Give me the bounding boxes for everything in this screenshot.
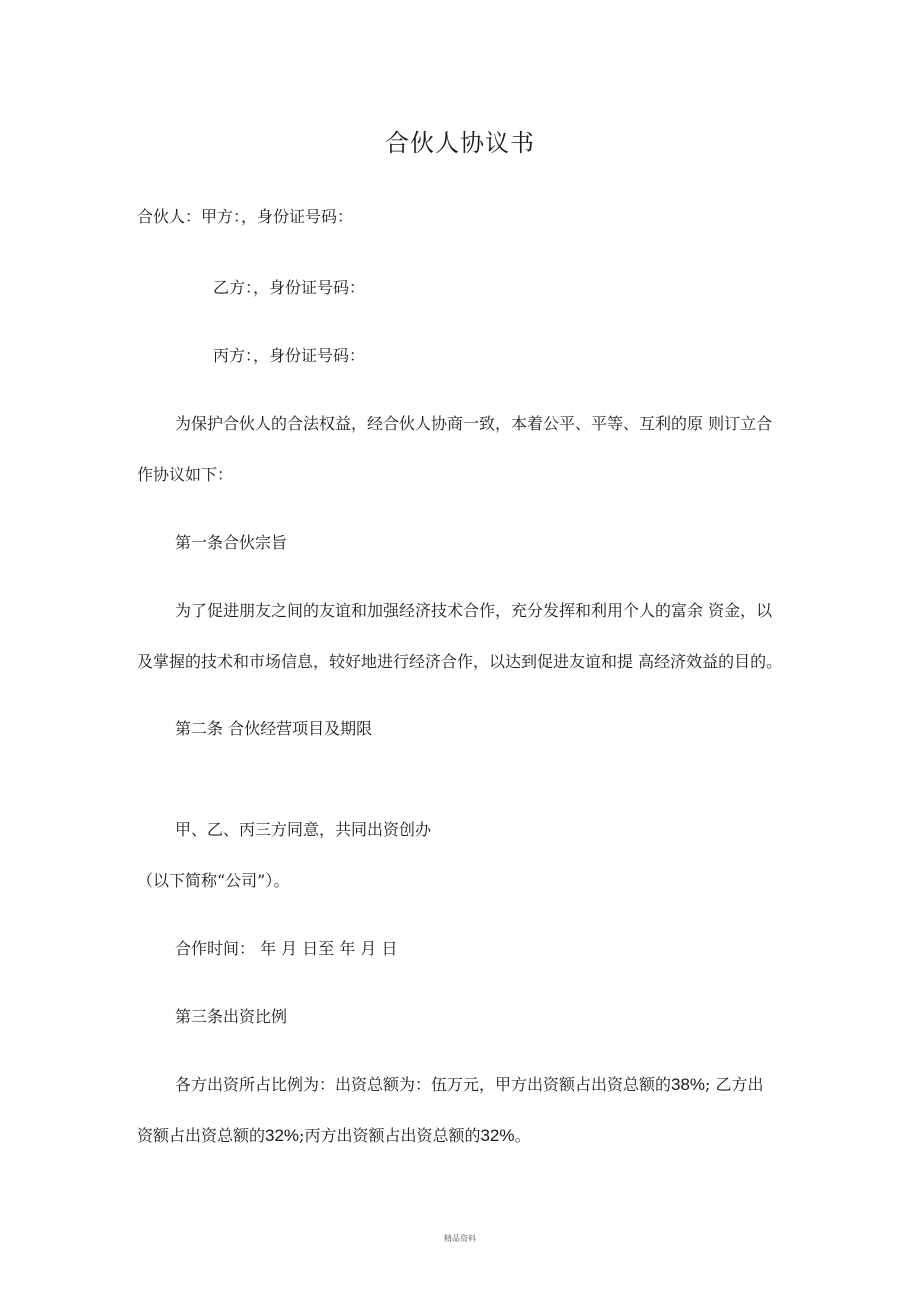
article-1-heading: 第一条合伙宗旨 [175, 533, 288, 552]
document-title: 合伙人协议书 [385, 129, 535, 157]
article-3-line-2 [137, 1126, 531, 1146]
article-3-line-2-end: 。 [514, 1126, 531, 1145]
party-c-percentage: 32% [480, 1126, 515, 1145]
article-3-line-2-prefix: 资额占出资总额的 [137, 1126, 266, 1145]
preamble-line-1: 为保护合伙人的合法权益，经合伙人协商一致，本着公平、平等、互利的原 则订立合 [175, 414, 773, 433]
article-2-heading: 第二条 合伙经营项目及期限 [175, 719, 373, 738]
article-2-term: 合作时间： 年 月 日至 年 月 日 [175, 939, 398, 958]
article-3-line-1-mid: ; 乙方出 [705, 1075, 764, 1094]
article-2-line-2: （以下简称“公司”）。 [137, 871, 290, 890]
article-3-heading: 第三条出资比例 [175, 1007, 288, 1026]
article-2-line-1: 甲、乙、丙三方同意，共同出资创办 [175, 820, 432, 839]
party-a-percentage: 38% [671, 1075, 706, 1094]
party-a-line: 合伙人：甲方：，身份证号码： [137, 207, 354, 226]
party-c-line: 丙方：，身份证号码： [213, 346, 366, 365]
article-3-line-1-prefix: 各方出资所占比例为：出资总额为：伍万元，甲方出资额占出资总额的 [175, 1075, 672, 1094]
page-footer: 精品资料 [444, 1234, 476, 1243]
party-b-line: 乙方：，身份证号码： [213, 278, 366, 297]
article-1-line-2: 及掌握的技术和市场信息，较好地进行经济合作，以达到促进友谊和提 高经济效益的目的。 [137, 652, 783, 671]
article-3-line-2-mid: ;丙方出资额占出资总额的 [299, 1126, 481, 1145]
article-1-line-1: 为了促进朋友之间的友谊和加强经济技术合作，充分发挥和利用个人的富余 资金，以 [175, 601, 773, 620]
article-3-line-1 [175, 1075, 764, 1095]
preamble-line-2: 作协议如下： [137, 465, 234, 484]
party-b-percentage: 32% [265, 1126, 300, 1145]
